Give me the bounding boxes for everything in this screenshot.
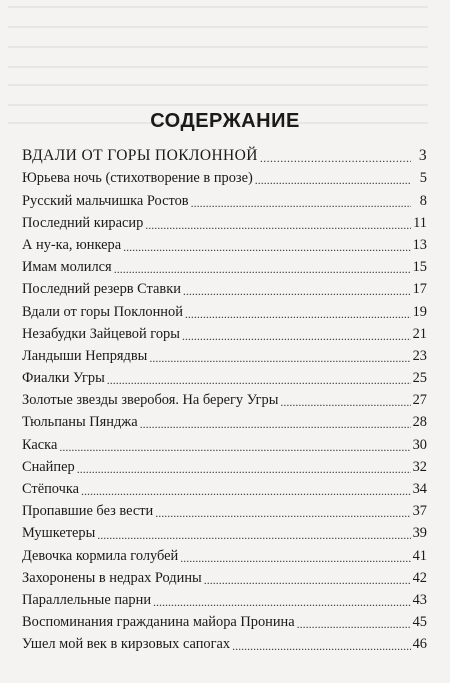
toc-entry-page: 34 <box>412 481 427 497</box>
toc-entry-page: 39 <box>412 525 427 542</box>
toc-entry[interactable] <box>22 631 427 653</box>
toc-entry-title: Ушел мой век в кирзовых сапогах <box>22 636 231 653</box>
toc-entry[interactable] <box>22 431 427 453</box>
toc-entry[interactable] <box>22 387 427 409</box>
toc-entry-page: 42 <box>412 569 427 586</box>
toc-entry-title: Фиалки Угры <box>22 370 105 387</box>
toc-leader-dots <box>155 506 410 520</box>
toc-entry-page: 30 <box>412 436 427 453</box>
toc-entry[interactable] <box>22 365 427 387</box>
toc-leader-dots <box>260 151 411 165</box>
toc-entry[interactable] <box>22 454 427 476</box>
toc-entry-title: Пропавшие без вести <box>22 503 154 520</box>
toc-entry-title: А ну-ка, юнкера <box>22 236 122 253</box>
table-of-contents <box>22 143 427 653</box>
toc-entry-page: 37 <box>412 503 427 520</box>
toc-leader-dots <box>140 417 411 431</box>
toc-entry-title: Девочка кормила голубей <box>22 547 179 564</box>
toc-leader-dots <box>153 595 411 609</box>
toc-entry-page: 41 <box>412 547 427 564</box>
toc-leader-dots <box>280 395 410 409</box>
toc-entry-page: 28 <box>412 414 427 431</box>
toc-entry-title: Тюльпаны Пянджа <box>22 414 138 431</box>
toc-entry-title: Стёпочка <box>22 481 80 497</box>
toc-entry-title: Имам молился <box>22 259 112 276</box>
toc-entry[interactable] <box>22 343 427 365</box>
toc-entry-title: Последний кирасир <box>22 214 144 231</box>
toc-entry[interactable] <box>22 409 427 431</box>
toc-entry-page: 21 <box>412 325 427 342</box>
toc-entry-page: 8 <box>419 192 427 209</box>
toc-leader-dots <box>191 196 411 210</box>
toc-entry-page: 11 <box>413 214 427 231</box>
toc-entry[interactable] <box>22 520 427 542</box>
toc-entry-page: 25 <box>412 370 427 387</box>
toc-entry[interactable] <box>22 565 427 587</box>
toc-entry[interactable] <box>22 298 427 320</box>
toc-leader-dots <box>232 639 411 653</box>
toc-entry-title: Последний резерв Ставки <box>22 281 181 298</box>
toc-leader-dots <box>107 373 411 387</box>
toc-leader-dots <box>180 551 410 565</box>
toc-leader-dots <box>123 240 411 254</box>
toc-entry-page: 17 <box>412 281 427 298</box>
toc-leader-dots <box>183 284 411 298</box>
toc-entry[interactable] <box>22 609 427 631</box>
toc-leader-dots <box>255 173 411 187</box>
toc-entry-page: 13 <box>412 236 427 253</box>
toc-entry[interactable] <box>22 165 427 187</box>
toc-leader-dots <box>145 218 411 232</box>
toc-entry[interactable] <box>22 498 427 520</box>
toc-entry-page: 3 <box>418 147 427 165</box>
toc-entry-title: ВДАЛИ ОТ ГОРЫ ПОКЛОННОЙ <box>22 147 258 165</box>
toc-entry[interactable] <box>22 210 427 232</box>
toc-entry-page: 5 <box>419 170 427 187</box>
toc-entry-page: 46 <box>412 636 427 653</box>
toc-entry-page: 15 <box>412 259 427 276</box>
toc-entry-title: Параллельные парни <box>22 591 152 608</box>
page-title: СОДЕРЖАНИЕ <box>150 110 300 133</box>
toc-leader-dots <box>59 440 410 454</box>
toc-entry-title: Каска <box>22 436 58 453</box>
toc-entry[interactable] <box>22 187 427 209</box>
toc-entry-title: Мушкетеры <box>22 525 96 542</box>
toc-leader-dots <box>114 262 411 276</box>
toc-entry[interactable] <box>22 276 427 298</box>
toc-entry[interactable] <box>22 254 427 276</box>
toc-entry-title: Воспоминания гражданина майора Пронина <box>22 614 295 631</box>
toc-leader-dots <box>77 462 411 476</box>
toc-leader-dots <box>182 329 411 343</box>
toc-entry-title: Вдали от горы Поклонной <box>22 303 183 320</box>
toc-entry-title: Незабудки Зайцевой горы <box>22 325 180 342</box>
toc-entry-page: 27 <box>412 392 427 409</box>
toc-entry-title: Ландыши Непрядвы <box>22 347 148 364</box>
toc-entry[interactable] <box>22 587 427 609</box>
toc-entry-title: Захоронены в недрах Родины <box>22 569 202 586</box>
toc-entry-title: Снайпер <box>22 458 75 475</box>
toc-entry-title: Юрьева ночь (стихотворение в прозе) <box>22 170 253 187</box>
toc-entry[interactable] <box>22 143 427 165</box>
toc-entry-title: Русский мальчишка Ростов <box>22 192 189 209</box>
toc-leader-dots <box>81 484 411 498</box>
toc-entry[interactable] <box>22 476 427 498</box>
toc-entry-page: 19 <box>412 303 427 320</box>
toc-entry[interactable] <box>22 232 427 254</box>
toc-leader-dots <box>97 528 410 542</box>
toc-entry-page: 23 <box>412 347 427 364</box>
toc-entry-page: 32 <box>412 458 427 475</box>
toc-entry-page: 45 <box>412 614 427 631</box>
toc-entry[interactable] <box>22 542 427 564</box>
toc-leader-dots <box>185 307 411 321</box>
toc-leader-dots <box>149 351 410 365</box>
toc-entry[interactable] <box>22 321 427 343</box>
toc-leader-dots <box>297 617 411 631</box>
toc-entry-page: 43 <box>412 591 427 608</box>
toc-leader-dots <box>204 573 411 587</box>
toc-entry-title: Золотые звезды зверобоя. На берегу Угры <box>22 392 279 409</box>
